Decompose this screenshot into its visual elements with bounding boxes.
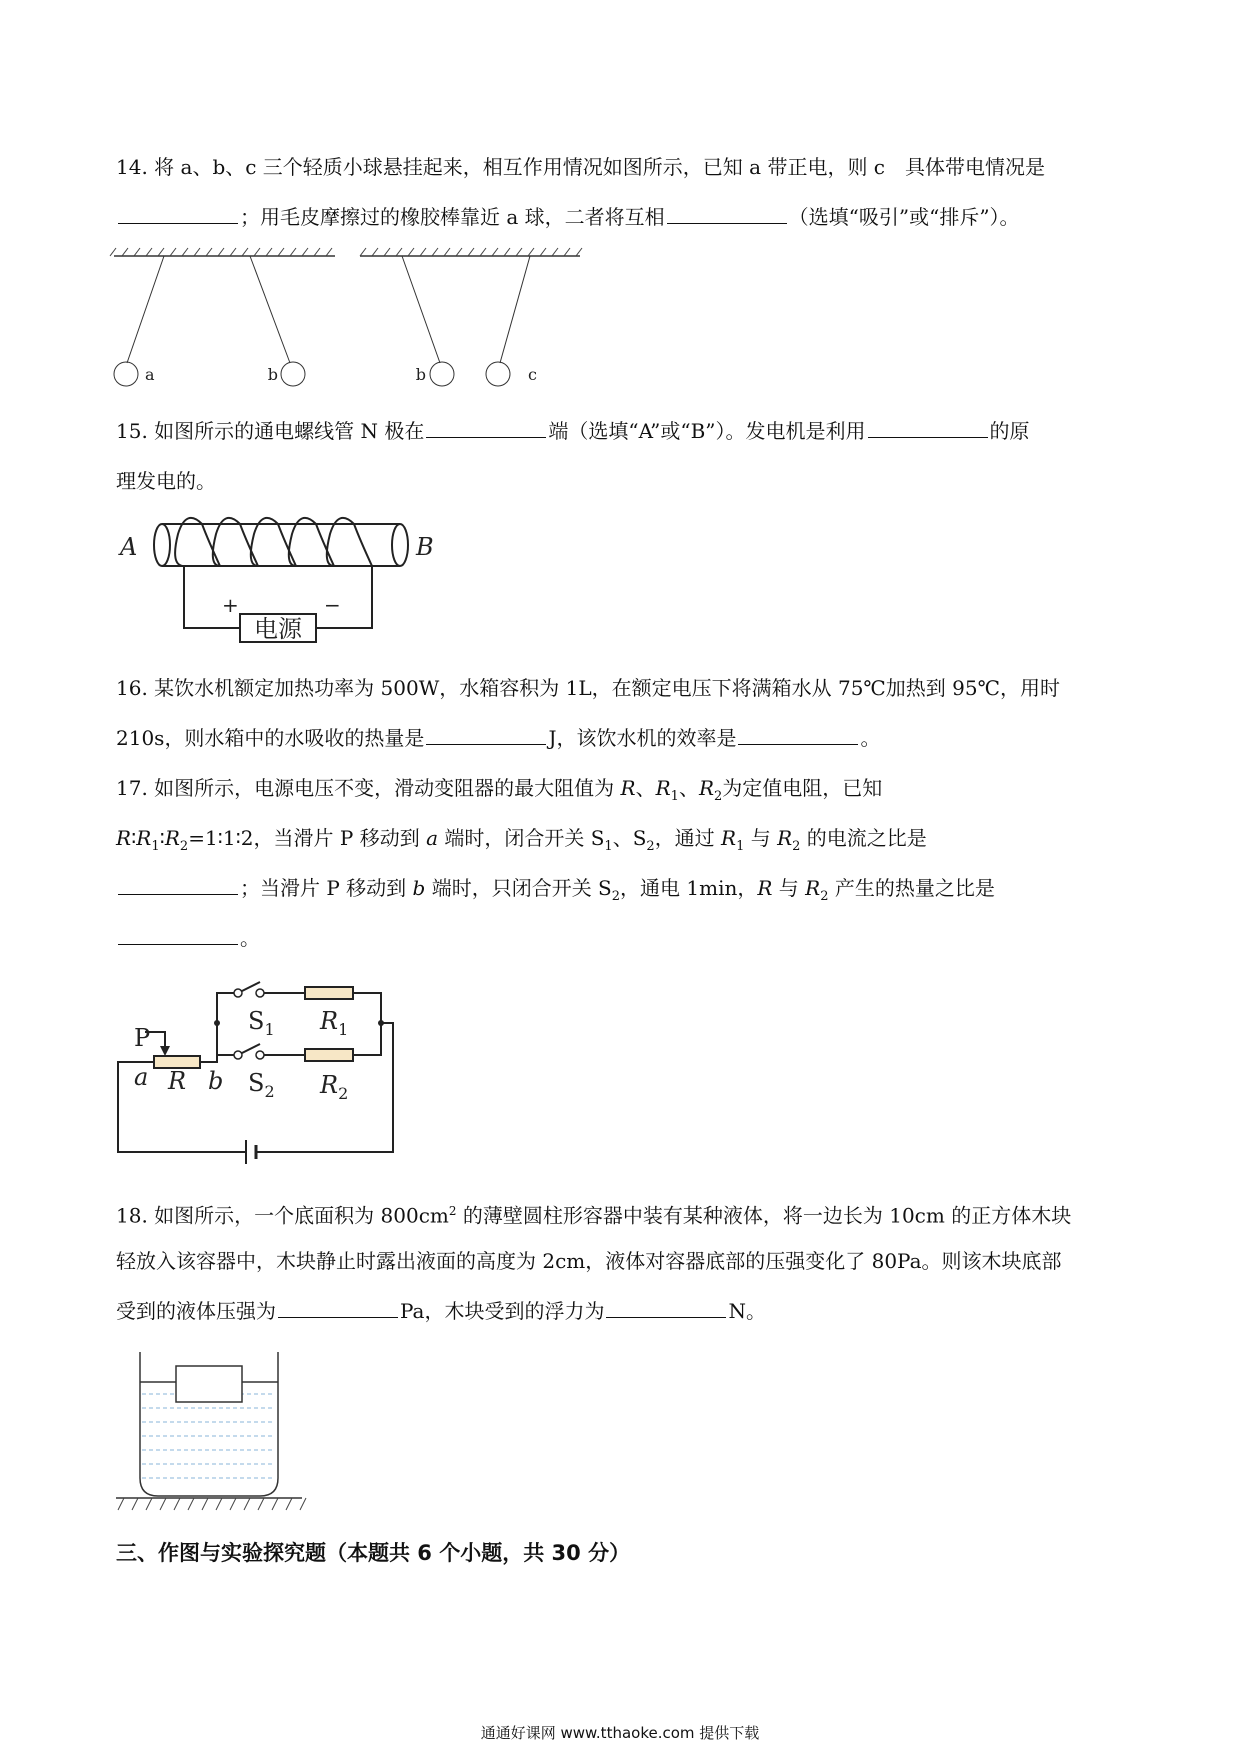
q17-sym-comma-2: 、 — [678, 776, 699, 800]
q14-line2 — [116, 202, 1020, 232]
switch-S2-node-right — [256, 1051, 264, 1059]
label-c: c — [528, 365, 537, 384]
q14-blank-1 — [118, 203, 238, 224]
q17-sym-comma: 、 — [635, 776, 656, 800]
q17-text-2a: ∶ — [131, 826, 137, 850]
wood-block — [176, 1366, 242, 1402]
tube-end-b — [392, 524, 408, 566]
label-S2 — [248, 1069, 275, 1101]
q14-text-2b: （选填“吸引”或“排斥”）。 — [788, 205, 1020, 229]
junction-left — [214, 1020, 220, 1026]
q17-text-4: 。 — [240, 926, 260, 950]
q18-blank-1 — [278, 1297, 398, 1318]
q18-text-1a: 18. 如图所示，一个底面积为 800cm — [116, 1203, 449, 1228]
q15-blank-1 — [426, 417, 546, 438]
q14-text-1: 14. 将 a、b、c 三个轻质小球悬挂起来，相互作用情况如图所示，已知 a 带正电，则 c 具体带电情况是 — [116, 155, 1046, 179]
q17-l2-sub1b: 1 — [736, 839, 745, 854]
q17-l3-s2: 2 — [611, 889, 621, 904]
q17-l3-R: R — [757, 876, 773, 900]
q15-blank-2 — [868, 417, 988, 438]
q14-line1 — [116, 152, 1045, 182]
label-S1-main: S — [248, 1007, 265, 1035]
q17-text-2a2: ∶ — [159, 826, 165, 850]
junction-right — [378, 1020, 384, 1026]
wire-top-left — [217, 993, 238, 1023]
label-R2-sub: 2 — [338, 1084, 349, 1103]
label-a: a — [134, 1063, 149, 1091]
q18-sup: 2 — [448, 1204, 457, 1218]
q18-text-2: 轻放入该容器中，木块静止时露出液面的高度为 2cm，液体对容器底部的压强变化了 80Pa。则该木块底部 — [116, 1249, 1062, 1273]
q17-sub-1: 1 — [670, 789, 679, 804]
thread-b1 — [250, 256, 290, 363]
section-3-heading: 三、作图与实验探究题（本题共 6 个小题，共 30 分） — [116, 1541, 631, 1565]
q15-line2 — [116, 466, 216, 496]
q18-text-1b: 的薄壁圆柱形容器中装有某种液体，将一边长为 10cm 的正方体木块 — [456, 1203, 1072, 1228]
resistor-R2 — [305, 1049, 353, 1061]
q15-figure-solenoid — [110, 510, 450, 660]
label-B: B — [416, 533, 434, 561]
q17-l2-sub2: 2 — [179, 839, 189, 854]
label-b: b — [208, 1067, 224, 1095]
label-a: a — [145, 365, 155, 384]
label-S2-sub: 2 — [264, 1082, 275, 1101]
q17-l3-b: b — [412, 876, 426, 900]
label-P: P — [134, 1024, 151, 1052]
q16-blank-2 — [738, 724, 858, 745]
q17-text-1a: 17. 如图所示，电源电压不变，滑动变阻器的最大阻值为 — [116, 776, 621, 800]
q18-text-3c: N。 — [728, 1299, 766, 1323]
q18-blank-2 — [606, 1297, 726, 1318]
q17-sub-2: 2 — [714, 789, 723, 804]
q16-text-2c: 。 — [860, 726, 881, 750]
switch-S2-node-left — [234, 1051, 242, 1059]
slider-P-arrowhead — [160, 1046, 170, 1056]
coil-winding — [175, 518, 372, 566]
page-footer: 通通好课网 www.tthaoke.com 提供下载 — [480, 1724, 760, 1742]
q18-line2 — [116, 1246, 1062, 1276]
thread-b2 — [402, 256, 440, 363]
q17-sym-R1: R — [655, 776, 671, 800]
q17-sym-R: R — [620, 776, 636, 800]
q17-l2-sub1: 1 — [151, 839, 160, 854]
q16-text-1: 16. 某饮水机额定加热功率为 500W，水箱容积为 1L，在额定电压下将满箱水从 75℃加热到 95℃，用时 — [116, 676, 1060, 700]
switch-S1-node-right — [256, 989, 264, 997]
q15-text-2: 理发电的。 — [116, 469, 216, 493]
q17-l2-R: R — [116, 826, 132, 850]
wire-bottom-right — [353, 1023, 381, 1055]
q17-l2-sub2b: 2 — [792, 839, 801, 854]
tube-end-a — [154, 524, 170, 566]
wire-bottom-left — [217, 1023, 238, 1055]
ball-b2 — [430, 362, 454, 386]
q15-line1 — [116, 416, 1030, 446]
label-R2 — [319, 1071, 348, 1103]
q17-line3 — [116, 873, 995, 912]
q14-blank-2 — [667, 203, 787, 224]
q17-text-2f: 与 — [744, 826, 778, 850]
q16-line2 — [116, 723, 880, 753]
q14-text-2a: ；用毛皮摩擦过的橡胶棒靠近 a 球，二者将互相 — [240, 205, 665, 229]
ball-a — [114, 362, 138, 386]
q14-figure-balls — [110, 248, 600, 398]
q17-text-3a: ；当滑片 P 移动到 — [240, 876, 413, 900]
wire-rheostat-b — [200, 1023, 217, 1062]
switch-S1-node-left — [234, 989, 242, 997]
q17-sym-R2: R — [698, 776, 714, 800]
wire-top-right — [353, 993, 381, 1023]
q16-text-2b: J，该饮水机的效率是 — [548, 726, 737, 750]
q18-figure-container — [110, 1350, 320, 1516]
q17-blank-2 — [118, 924, 238, 945]
q17-l2-R1b: R — [721, 826, 737, 850]
thread-c — [500, 256, 530, 363]
label-R1-sub: 1 — [338, 1020, 349, 1039]
q17-text-3c: ，通电 1min， — [620, 876, 758, 900]
q17-text-1b: 为定值电阻，已知 — [722, 776, 883, 800]
q17-l2-R2b: R — [777, 826, 793, 850]
q17-line4 — [116, 923, 260, 953]
label-R1-main: R — [320, 1007, 339, 1035]
label-plus: + — [222, 593, 239, 617]
label-R2-main: R — [320, 1071, 339, 1099]
thread-a — [127, 256, 164, 363]
label-b2: b — [415, 365, 426, 384]
label-b1: b — [267, 365, 278, 384]
q17-line1 — [116, 773, 882, 812]
q15-text-1a: 15. 如图所示的通电螺线管 N 极在 — [116, 419, 425, 443]
label-minus: − — [324, 593, 341, 617]
q17-figure-circuit — [110, 980, 410, 1165]
q17-l2-a: a — [426, 826, 438, 850]
q17-l2-R2: R — [164, 826, 180, 850]
q15-text-1c: 的原 — [989, 419, 1030, 443]
q17-text-2b: =1∶1∶2，当滑片 P 移动到 — [188, 826, 427, 850]
q16-blank-1 — [426, 724, 546, 745]
q17-blank-1 — [118, 874, 238, 895]
label-S1-sub: 1 — [264, 1020, 275, 1039]
q17-text-2g: 的电流之比是 — [800, 826, 927, 850]
q18-text-3a: 受到的液体压强为 — [116, 1299, 276, 1323]
label-S2-main: S — [248, 1069, 265, 1097]
label-R1 — [319, 1007, 348, 1039]
resistor-R1 — [305, 987, 353, 999]
q17-line2 — [116, 823, 927, 862]
q17-l2-s2: 2 — [646, 839, 655, 854]
q17-text-2e: ，通过 — [654, 826, 722, 850]
q18-text-3b: Pa，木块受到的浮力为 — [400, 1299, 605, 1323]
label-S1 — [248, 1007, 275, 1039]
q16-text-2a: 210s，则水箱中的水吸收的热量是 — [116, 726, 425, 750]
q18-line1 — [116, 1196, 1071, 1231]
q17-text-3d: 与 — [772, 876, 806, 900]
q17-l3-sub2: 2 — [820, 889, 829, 904]
q17-l3-R2: R — [805, 876, 821, 900]
q17-l2-R1: R — [136, 826, 152, 850]
q17-text-2d: 、S — [612, 826, 647, 850]
q17-text-3b: 端时，只闭合开关 S — [425, 876, 612, 900]
q18-line3 — [116, 1296, 766, 1326]
label-A: A — [120, 533, 138, 561]
q17-text-2c: 端时，闭合开关 S — [438, 826, 605, 850]
q15-text-1b: 端（选填“A”或“B”）。发电机是利用 — [548, 419, 866, 443]
q17-text-3e: 产生的热量之比是 — [828, 876, 995, 900]
label-R: R — [168, 1067, 187, 1095]
label-power-source: 电源 — [254, 615, 302, 643]
q16-line1 — [116, 673, 1060, 703]
ball-c — [486, 362, 510, 386]
q17-l2-s1: 1 — [604, 839, 613, 854]
ball-b1 — [281, 362, 305, 386]
